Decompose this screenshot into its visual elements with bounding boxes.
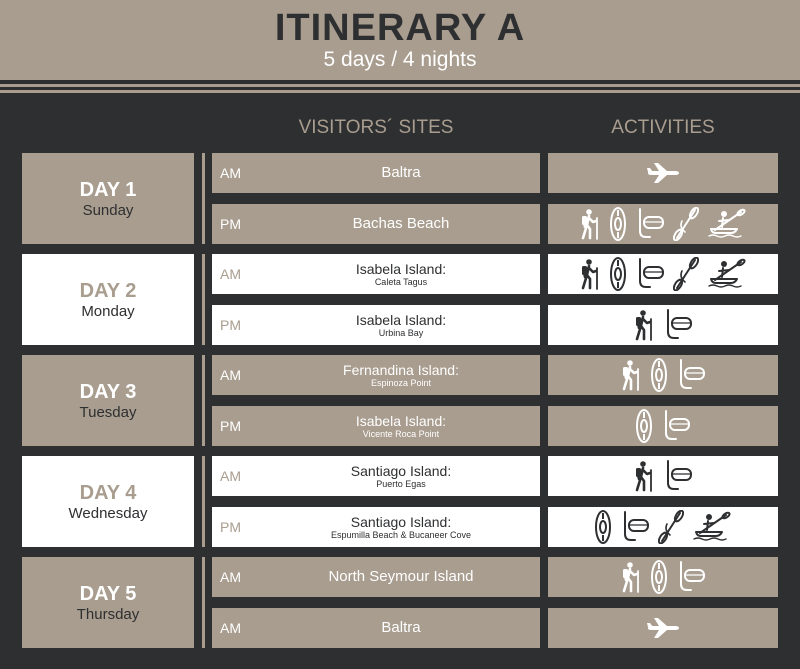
kayak-icon [609, 256, 627, 292]
hiking-icon [633, 460, 655, 492]
site-detail: Espinoza Point [370, 377, 432, 388]
site-cell [212, 305, 540, 345]
airplane-icon [646, 162, 680, 184]
time-period: AM [220, 620, 241, 636]
day-label: DAY 1 [79, 179, 137, 201]
site-detail: Puerto Egas [376, 478, 426, 489]
day-weekday: Sunday [82, 202, 134, 219]
snorkel-icon [635, 257, 665, 291]
hiking-icon [620, 359, 642, 391]
kayaker-icon [707, 208, 747, 240]
day-divider [202, 153, 205, 244]
header-divider [0, 90, 800, 93]
activities-cell [548, 456, 778, 496]
day-block [22, 355, 194, 446]
itinerary-subtitle: 5 days / 4 nights [323, 48, 477, 71]
kayaker-icon [707, 258, 747, 290]
snorkel-icon [676, 560, 706, 594]
site-cell [212, 153, 540, 193]
time-period: PM [220, 519, 241, 535]
snorkel-icon [635, 207, 665, 241]
day-weekday: Tuesday [79, 404, 137, 421]
site-title: Santiago Island: [350, 462, 452, 479]
activities-cell [548, 355, 778, 395]
activities-cell [548, 204, 778, 244]
hiking-icon [579, 258, 601, 290]
header-divider [0, 84, 800, 87]
site-title: Isabela Island: [355, 260, 447, 277]
day-divider [202, 456, 205, 547]
paddle-icon [673, 257, 699, 291]
site-cell [212, 608, 540, 648]
site-name [272, 456, 530, 496]
kayak-icon [650, 559, 668, 595]
site-cell [212, 254, 540, 294]
kayak-icon [635, 408, 653, 444]
day-label: DAY 4 [79, 482, 137, 504]
day-block [22, 557, 194, 648]
day-block [22, 254, 194, 345]
site-name [272, 608, 530, 648]
snorkel-icon [663, 308, 693, 342]
time-period: AM [220, 367, 241, 383]
day-weekday: Monday [81, 303, 135, 320]
column-header-activities: ACTIVITIES [611, 117, 715, 138]
site-title: Isabela Island: [355, 412, 447, 429]
time-period: AM [220, 569, 241, 585]
snorkel-icon [620, 510, 650, 544]
site-name [272, 406, 530, 446]
activities-cell [548, 153, 778, 193]
day-label: DAY 5 [79, 583, 137, 605]
kayak-icon [609, 206, 627, 242]
day-weekday: Thursday [76, 606, 140, 623]
activities-cell [548, 406, 778, 446]
hiking-icon [633, 309, 655, 341]
activities-cell [548, 507, 778, 547]
site-detail: Caleta Tagus [374, 276, 428, 287]
site-detail: Urbina Bay [378, 327, 424, 338]
site-title: North Seymour Island [328, 568, 474, 585]
paddle-icon [673, 207, 699, 241]
hiking-icon [579, 208, 601, 240]
day-divider [202, 355, 205, 446]
time-period: PM [220, 317, 241, 333]
day-label: DAY 2 [79, 280, 137, 302]
day-divider [202, 557, 205, 648]
kayak-icon [594, 509, 612, 545]
site-name [272, 557, 530, 597]
snorkel-icon [676, 358, 706, 392]
site-name [272, 254, 530, 294]
kayak-icon [650, 357, 668, 393]
time-period: PM [220, 216, 241, 232]
kayaker-icon [692, 511, 732, 543]
activities-cell [548, 608, 778, 648]
site-cell [212, 355, 540, 395]
activities-cell [548, 557, 778, 597]
site-cell [212, 204, 540, 244]
activities-cell [548, 254, 778, 294]
day-label: DAY 3 [79, 381, 137, 403]
airplane-icon [646, 617, 680, 639]
hiking-icon [620, 561, 642, 593]
day-weekday: Wednesday [68, 505, 148, 522]
day-divider [202, 254, 205, 345]
day-block [22, 153, 194, 244]
day-block [22, 456, 194, 547]
site-title: Isabela Island: [355, 311, 447, 328]
site-detail: Vicente Roca Point [362, 428, 440, 439]
site-cell [212, 456, 540, 496]
site-detail: Espumilla Beach & Bucaneer Cove [330, 529, 472, 540]
site-cell [212, 557, 540, 597]
site-name [272, 153, 530, 193]
time-period: AM [220, 165, 241, 181]
site-name [272, 204, 530, 244]
header-banner [0, 0, 800, 80]
site-title: Santiago Island: [350, 513, 452, 530]
column-header-sites: VISITORS´ SITES [298, 117, 454, 138]
site-name [272, 507, 530, 547]
time-period: AM [220, 468, 241, 484]
site-name [272, 305, 530, 345]
snorkel-icon [661, 409, 691, 443]
site-title: Baltra [381, 164, 421, 181]
site-name [272, 355, 530, 395]
activities-cell [548, 305, 778, 345]
time-period: PM [220, 418, 241, 434]
itinerary-title: ITINERARY A [274, 7, 526, 49]
paddle-icon [658, 510, 684, 544]
site-title: Fernandina Island: [343, 361, 459, 378]
site-cell [212, 507, 540, 547]
snorkel-icon [663, 459, 693, 493]
time-period: AM [220, 266, 241, 282]
site-cell [212, 406, 540, 446]
site-title: Bachas Beach [352, 215, 450, 232]
site-title: Baltra [381, 619, 421, 636]
